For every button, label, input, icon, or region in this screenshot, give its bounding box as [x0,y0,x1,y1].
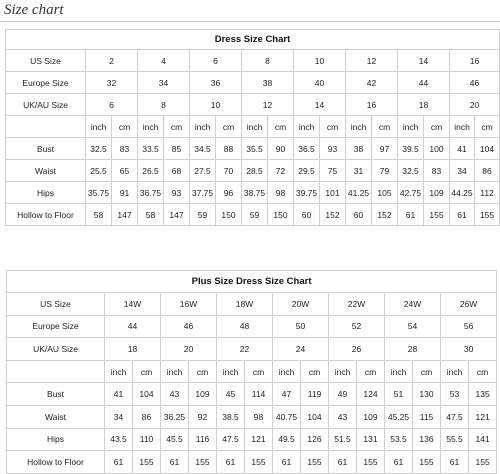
unit-row-blank [7,360,105,383]
measure-cell: 58 [86,204,112,226]
size-cell: 26 [329,338,385,361]
measure-cell: 114 [245,383,273,406]
size-cell: 8 [242,50,294,72]
measure-cell: 101 [320,182,346,204]
unit-cm-label: cm [357,360,385,383]
measure-cell: 34 [105,405,133,428]
measure-cell: 98 [268,182,294,204]
row-label: UK/AU Size [6,94,86,116]
measure-cell: 136 [413,428,441,451]
dress-size-row [6,50,500,72]
unit-inch-label: inch [217,360,245,383]
dress-measure-row [6,182,500,204]
unit-inch-label: inch [161,360,189,383]
size-cell: 36 [190,72,242,94]
unit-inch-label: inch [329,360,357,383]
plus-size-row [7,315,497,338]
measure-cell: 104 [301,405,329,428]
unit-inch-label: inch [105,360,133,383]
measure-cell: 43.5 [105,428,133,451]
measure-cell: 34 [450,160,475,182]
measure-cell: 41 [105,383,133,406]
size-cell: 16 [450,50,500,72]
plus-size-table [6,270,497,474]
unit-inch-label: inch [294,116,320,138]
measure-cell: 119 [301,383,329,406]
plus-measure-row [7,405,497,428]
size-cell: 14 [294,94,346,116]
measure-cell: 25.5 [86,160,112,182]
measure-cell: 35.75 [86,182,112,204]
size-cell: 20W [273,293,329,316]
row-label: Waist [7,405,105,428]
measure-cell: 34.5 [190,138,216,160]
row-label: US Size [6,50,86,72]
measure-cell: 26.5 [138,160,164,182]
size-cell: 12 [242,94,294,116]
measure-cell: 104 [475,138,500,160]
measure-cell: 58 [138,204,164,226]
dress-measure-row [6,138,500,160]
size-cell: 4 [138,50,190,72]
unit-inch-label: inch [450,116,475,138]
size-cell: 22 [217,338,273,361]
measure-cell: 152 [320,204,346,226]
measure-cell: 141 [469,428,497,451]
size-cell: 40 [294,72,346,94]
measure-cell: 93 [164,182,190,204]
row-label: UK/AU Size [7,338,105,361]
measure-cell: 150 [216,204,242,226]
size-cell: 38 [242,72,294,94]
size-cell: 24W [385,293,441,316]
size-cell: 54 [385,315,441,338]
plus-measure-row [7,428,497,451]
unit-inch-label: inch [346,116,372,138]
unit-cm-label: cm [301,360,329,383]
title-divider [0,21,500,22]
unit-cm-label: cm [469,360,497,383]
measure-cell: 85 [164,138,190,160]
measure-cell: 70 [216,160,242,182]
measure-cell: 135 [469,383,497,406]
measure-cell: 155 [301,451,329,474]
unit-row-blank [6,116,86,138]
measure-cell: 97 [372,138,398,160]
measure-cell: 126 [301,428,329,451]
measure-cell: 88 [216,138,242,160]
measure-cell: 121 [245,428,273,451]
measure-cell: 147 [112,204,138,226]
measure-cell: 61 [441,451,469,474]
measure-cell: 147 [164,204,190,226]
measure-cell: 105 [372,182,398,204]
measure-cell: 32.5 [86,138,112,160]
measure-cell: 91 [112,182,138,204]
row-label: Bust [6,138,86,160]
measure-cell: 61 [273,451,301,474]
size-cell: 32 [86,72,138,94]
row-label: Europe Size [7,315,105,338]
measure-cell: 47 [273,383,301,406]
measure-cell: 31 [346,160,372,182]
measure-cell: 37.75 [190,182,216,204]
measure-cell: 43 [329,405,357,428]
size-cell: 6 [190,50,242,72]
unit-cm-label: cm [216,116,242,138]
measure-cell: 90 [268,138,294,160]
size-cell: 20 [161,338,217,361]
plus-chart-title: Plus Size Dress Size Chart [7,271,497,293]
measure-cell: 51.5 [329,428,357,451]
size-cell: 10 [294,50,346,72]
plus-caption-row [7,271,497,293]
size-cell: 18 [398,94,450,116]
unit-inch-label: inch [273,360,301,383]
dress-measure-row [6,160,500,182]
measure-cell: 83 [424,160,450,182]
unit-inch-label: inch [398,116,424,138]
measure-cell: 36.5 [294,138,320,160]
measure-cell: 86 [475,160,500,182]
size-cell: 52 [329,315,385,338]
row-label: Waist [6,160,86,182]
measure-cell: 155 [189,451,217,474]
unit-inch-label: inch [86,116,112,138]
unit-cm-label: cm [164,116,190,138]
measure-cell: 124 [357,383,385,406]
measure-cell: 42.75 [398,182,424,204]
unit-cm-label: cm [112,116,138,138]
size-cell: 44 [105,315,161,338]
measure-cell: 60 [294,204,320,226]
measure-cell: 55.5 [441,428,469,451]
measure-cell: 155 [133,451,161,474]
measure-cell: 83 [112,138,138,160]
measure-cell: 43 [161,383,189,406]
measure-cell: 152 [372,204,398,226]
unit-cm-label: cm [189,360,217,383]
measure-cell: 115 [413,405,441,428]
size-cell: 46 [161,315,217,338]
measure-cell: 109 [189,383,217,406]
size-cell: 10 [190,94,242,116]
measure-cell: 36.75 [138,182,164,204]
measure-cell: 59 [190,204,216,226]
size-cell: 44 [398,72,450,94]
measure-cell: 155 [245,451,273,474]
measure-cell: 41 [450,138,475,160]
measure-cell: 100 [424,138,450,160]
row-label: Hips [6,182,86,204]
measure-cell: 60 [346,204,372,226]
row-label: Bust [7,383,105,406]
size-cell: 50 [273,315,329,338]
page-title: Size chart [4,2,64,18]
measure-cell: 112 [475,182,500,204]
measure-cell: 59 [242,204,268,226]
row-label: Hips [7,428,105,451]
measure-cell: 98 [245,405,273,428]
size-cell: 48 [217,315,273,338]
unit-cm-label: cm [133,360,161,383]
size-cell: 30 [441,338,497,361]
unit-cm-label: cm [268,116,294,138]
row-label: Europe Size [6,72,86,94]
dress-caption-row [6,30,500,50]
measure-cell: 61 [329,451,357,474]
unit-cm-label: cm [413,360,441,383]
measure-cell: 47.5 [217,428,245,451]
measure-cell: 49.5 [273,428,301,451]
unit-inch-label: inch [138,116,164,138]
measure-cell: 110 [133,428,161,451]
measure-cell: 155 [469,451,497,474]
plus-unit-row [7,360,497,383]
plus-measure-row [7,383,497,406]
size-cell: 28 [385,338,441,361]
size-cell: 34 [138,72,190,94]
dress-chart-title: Dress Size Chart [6,30,500,50]
row-label: Hollow to Floor [7,451,105,474]
dress-size-row [6,72,500,94]
unit-cm-label: cm [245,360,273,383]
measure-cell: 33.5 [138,138,164,160]
measure-cell: 86 [133,405,161,428]
measure-cell: 49 [329,383,357,406]
size-cell: 24 [273,338,329,361]
size-cell: 26W [441,293,497,316]
measure-cell: 68 [164,160,190,182]
measure-cell: 28.5 [242,160,268,182]
row-label: US Size [7,293,105,316]
measure-cell: 65 [112,160,138,182]
measure-cell: 155 [413,451,441,474]
measure-cell: 121 [469,405,497,428]
measure-cell: 53.5 [385,428,413,451]
size-cell: 14W [105,293,161,316]
measure-cell: 155 [424,204,450,226]
dress-measure-row [6,204,500,226]
unit-inch-label: inch [190,116,216,138]
size-cell: 56 [441,315,497,338]
measure-cell: 41.25 [346,182,372,204]
measure-cell: 79 [372,160,398,182]
size-cell: 20 [450,94,500,116]
measure-cell: 39.5 [398,138,424,160]
unit-inch-label: inch [385,360,413,383]
measure-cell: 35.5 [242,138,268,160]
size-cell: 42 [346,72,398,94]
size-cell: 18W [217,293,273,316]
size-cell: 2 [86,50,138,72]
dress-size-row [6,94,500,116]
measure-cell: 45 [217,383,245,406]
measure-cell: 39.75 [294,182,320,204]
measure-cell: 61 [450,204,475,226]
unit-cm-label: cm [424,116,450,138]
measure-cell: 109 [424,182,450,204]
measure-cell: 130 [413,383,441,406]
size-cell: 12 [346,50,398,72]
measure-cell: 44.25 [450,182,475,204]
measure-cell: 61 [398,204,424,226]
measure-cell: 61 [161,451,189,474]
measure-cell: 61 [385,451,413,474]
measure-cell: 38.5 [217,405,245,428]
measure-cell: 38.75 [242,182,268,204]
plus-size-row [7,293,497,316]
measure-cell: 155 [475,204,500,226]
size-cell: 16W [161,293,217,316]
measure-cell: 27.5 [190,160,216,182]
size-cell: 14 [398,50,450,72]
unit-cm-label: cm [320,116,346,138]
unit-cm-label: cm [372,116,398,138]
measure-cell: 36.25 [161,405,189,428]
measure-cell: 61 [217,451,245,474]
measure-cell: 104 [133,383,161,406]
size-cell: 8 [138,94,190,116]
measure-cell: 93 [320,138,346,160]
measure-cell: 45.5 [161,428,189,451]
measure-cell: 40.75 [273,405,301,428]
size-cell: 18 [105,338,161,361]
measure-cell: 131 [357,428,385,451]
measure-cell: 75 [320,160,346,182]
measure-cell: 32.5 [398,160,424,182]
unit-inch-label: inch [441,360,469,383]
measure-cell: 53 [441,383,469,406]
plus-measure-row [7,451,497,474]
measure-cell: 45.25 [385,405,413,428]
unit-inch-label: inch [242,116,268,138]
dress-size-table [5,29,500,226]
plus-size-row [7,338,497,361]
size-cell: 16 [346,94,398,116]
row-label: Hollow to Floor [6,204,86,226]
measure-cell: 116 [189,428,217,451]
measure-cell: 38 [346,138,372,160]
measure-cell: 150 [268,204,294,226]
unit-cm-label: cm [475,116,500,138]
dress-unit-row [6,116,500,138]
measure-cell: 47.5 [441,405,469,428]
size-cell: 22W [329,293,385,316]
measure-cell: 109 [357,405,385,428]
measure-cell: 29.5 [294,160,320,182]
measure-cell: 96 [216,182,242,204]
measure-cell: 51 [385,383,413,406]
size-cell: 46 [450,72,500,94]
measure-cell: 92 [189,405,217,428]
measure-cell: 72 [268,160,294,182]
measure-cell: 61 [105,451,133,474]
size-cell: 6 [86,94,138,116]
measure-cell: 155 [357,451,385,474]
